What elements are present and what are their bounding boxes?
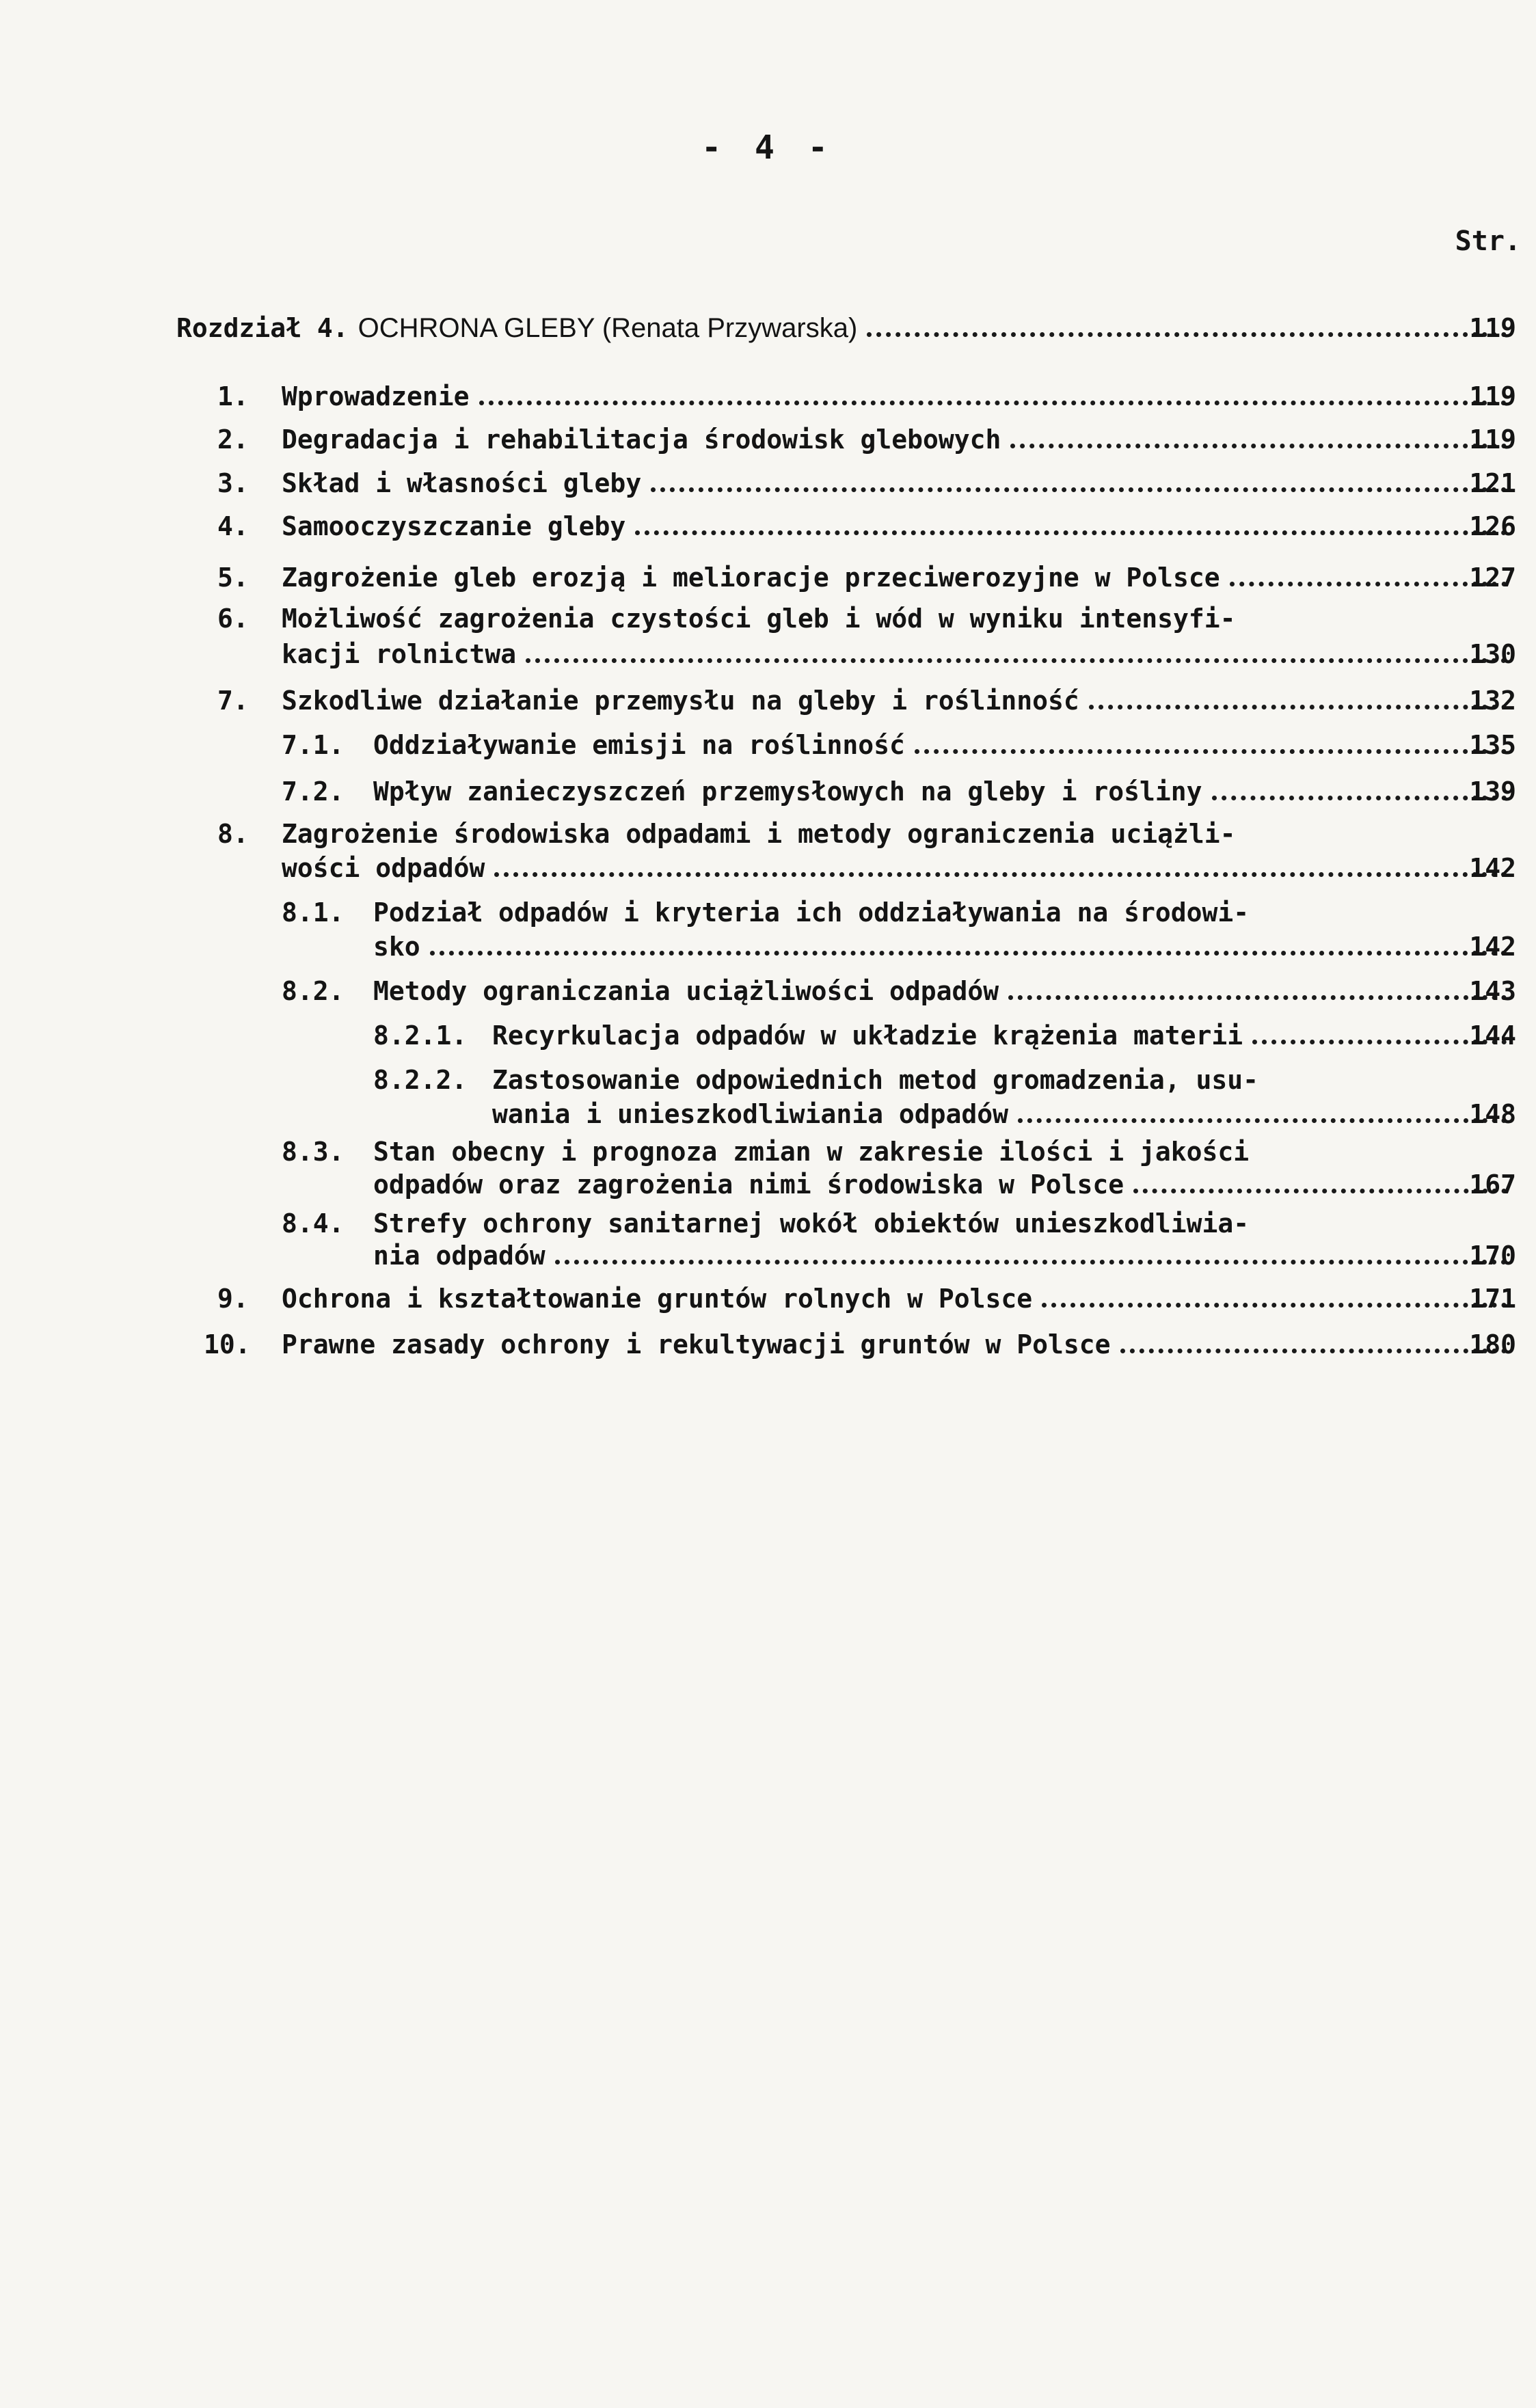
entry-title: Ochrona i kształtowanie gruntów rolnych w Polsce xyxy=(282,1284,1033,1314)
dot-leader xyxy=(651,487,1507,492)
dot-leader xyxy=(1120,1349,1507,1353)
entry-title: Stan obecny i prognoza zmian w zakresie ilości i jakości xyxy=(373,1137,1250,1167)
toc-entry[interactable] xyxy=(373,1239,1516,1273)
page-ref: 148 xyxy=(1469,1099,1516,1129)
dot-leader xyxy=(1133,1189,1507,1193)
entry-number: 8.1. xyxy=(282,897,345,928)
entry-number: 7.1. xyxy=(282,730,345,760)
entry-title-continued: kacji rolnictwa xyxy=(282,639,517,669)
entry-title: Zastosowanie odpowiednich metod gromadzenia, usu- xyxy=(492,1065,1259,1095)
toc-entry[interactable] xyxy=(204,1327,1516,1362)
entry-title: Samooczyszczanie gleby xyxy=(282,511,626,541)
entry-title: Metody ograniczania uciążliwości odpadów xyxy=(373,976,999,1006)
toc-entry[interactable] xyxy=(373,1018,1516,1053)
page-ref: 126 xyxy=(1469,511,1516,541)
toc-entry[interactable] xyxy=(282,728,1516,762)
dot-leader xyxy=(1008,995,1507,1000)
page-ref: 127 xyxy=(1469,563,1516,593)
dot-leader xyxy=(1212,796,1507,800)
page-ref: 144 xyxy=(1469,1020,1516,1051)
dot-leader xyxy=(1230,582,1507,586)
page-ref: 171 xyxy=(1469,1284,1516,1314)
page-ref: 142 xyxy=(1469,853,1516,883)
entry-title-continued: wania i unieszkodliwiania odpadów xyxy=(492,1099,1008,1129)
entry-title: Prawne zasady ochrony i rekultywacji gruntów w Polsce xyxy=(282,1329,1111,1359)
page-ref: 170 xyxy=(1469,1241,1516,1271)
dot-leader xyxy=(1010,444,1507,448)
entry-number: 8.3. xyxy=(282,1137,345,1167)
page-number: - 4 - xyxy=(701,128,835,167)
entry-title: Możliwość zagrożenia czystości gleb i wód w wyniku intensyfi- xyxy=(282,604,1236,634)
dot-leader xyxy=(867,332,1507,337)
toc-entry[interactable] xyxy=(217,1282,1516,1316)
toc-entry-line[interactable] xyxy=(282,1206,1249,1241)
page-ref: 119 xyxy=(1469,313,1516,343)
toc-entry[interactable] xyxy=(282,974,1516,1008)
entry-number: 5. xyxy=(217,563,249,593)
page-ref: 167 xyxy=(1469,1169,1516,1200)
dot-leader xyxy=(1042,1303,1507,1308)
page-ref: 119 xyxy=(1469,381,1516,411)
page-ref: 143 xyxy=(1469,976,1516,1006)
entry-title: Szkodliwe działanie przemysłu na gleby i roślinność xyxy=(282,686,1079,716)
chapter-label: Rozdział 4. xyxy=(176,313,349,343)
page-column-header: Str. xyxy=(1455,226,1521,257)
entry-number: 8. xyxy=(217,819,249,849)
entry-number: 6. xyxy=(217,604,249,634)
entry-number: 2. xyxy=(217,424,249,455)
toc-entry[interactable] xyxy=(217,560,1516,595)
entry-title: Podział odpadów i kryteria ich oddziaływania na środowi- xyxy=(373,897,1250,928)
page-ref: 121 xyxy=(1469,468,1516,498)
toc-entry[interactable] xyxy=(373,1167,1516,1202)
dot-leader xyxy=(430,951,1507,956)
toc-entry[interactable] xyxy=(373,930,1516,964)
entry-title-continued: odpadów oraz zagrożenia nimi środowiska w Polsce xyxy=(373,1169,1124,1200)
toc-entry-line[interactable] xyxy=(217,817,1236,851)
entry-number: 8.2. xyxy=(282,976,345,1006)
entry-number: 7.2. xyxy=(282,776,345,807)
page-ref: 130 xyxy=(1469,639,1516,669)
toc-entry-line[interactable] xyxy=(217,601,1236,636)
page-ref: 135 xyxy=(1469,730,1516,760)
entry-title-continued: sko xyxy=(373,932,420,962)
toc-entry[interactable] xyxy=(217,422,1516,457)
page-ref: 119 xyxy=(1469,424,1516,455)
entry-title: Zagrożenie gleb erozją i melioracje przeciwerozyjne w Polsce xyxy=(282,563,1220,593)
entry-number: 10. xyxy=(204,1329,251,1359)
entry-number: 1. xyxy=(217,381,249,411)
entry-title-continued: nia odpadów xyxy=(373,1241,545,1271)
toc-entry[interactable] xyxy=(282,637,1516,671)
entry-title: Oddziaływanie emisji na roślinność xyxy=(373,730,905,760)
entry-title: Recyrkulacja odpadów w układzie krążenia materii xyxy=(492,1020,1243,1051)
dot-leader xyxy=(526,658,1507,663)
toc-entry[interactable] xyxy=(217,509,1516,543)
dot-leader xyxy=(494,872,1507,877)
entry-title: Skład i własności gleby xyxy=(282,468,642,498)
entry-title: Degradacja i rehabilitacja środowisk glebowych xyxy=(282,424,1001,455)
entry-number: 8.4. xyxy=(282,1208,345,1239)
dot-leader xyxy=(635,530,1507,535)
entry-number: 8.2.2. xyxy=(373,1065,468,1095)
entry-title: Wpływ zanieczyszczeń przemysłowych na gleby i rośliny xyxy=(373,776,1202,807)
toc-entry[interactable] xyxy=(217,684,1516,718)
entry-title: Strefy ochrony sanitarnej wokół obiektów unieszkodliwia- xyxy=(373,1208,1250,1239)
toc-entry[interactable] xyxy=(217,466,1516,500)
page-ref: 142 xyxy=(1469,932,1516,962)
toc-entry-line[interactable] xyxy=(282,1135,1249,1169)
toc-entry[interactable] xyxy=(282,851,1516,885)
entry-title-continued: wości odpadów xyxy=(282,853,485,883)
entry-number: 7. xyxy=(217,686,249,716)
entry-title: Wprowadzenie xyxy=(282,381,470,411)
toc-entry[interactable] xyxy=(217,379,1516,414)
dot-leader xyxy=(1018,1118,1507,1123)
entry-title: Zagrożenie środowiska odpadami i metody ograniczenia uciążli- xyxy=(282,819,1236,849)
entry-number: 4. xyxy=(217,511,249,541)
entry-number: 8.2.1. xyxy=(373,1020,468,1051)
dot-leader xyxy=(915,749,1507,754)
page-ref: 132 xyxy=(1469,686,1516,716)
toc-entry[interactable] xyxy=(492,1097,1516,1131)
toc-entry-line[interactable] xyxy=(282,895,1249,930)
chapter-title: OCHRONA GLEBY (Renata Przywarska) xyxy=(358,313,858,343)
toc-entry-line[interactable] xyxy=(373,1063,1258,1097)
entry-number: 3. xyxy=(217,468,249,498)
dot-leader xyxy=(1089,705,1507,709)
toc-chapter-entry[interactable] xyxy=(176,311,1516,345)
page-ref: 180 xyxy=(1469,1329,1516,1359)
dot-leader xyxy=(555,1260,1507,1264)
dot-leader xyxy=(1252,1040,1507,1044)
dot-leader xyxy=(479,401,1507,405)
entry-number: 9. xyxy=(217,1284,249,1314)
page-ref: 139 xyxy=(1469,776,1516,807)
toc-entry[interactable] xyxy=(282,774,1516,809)
